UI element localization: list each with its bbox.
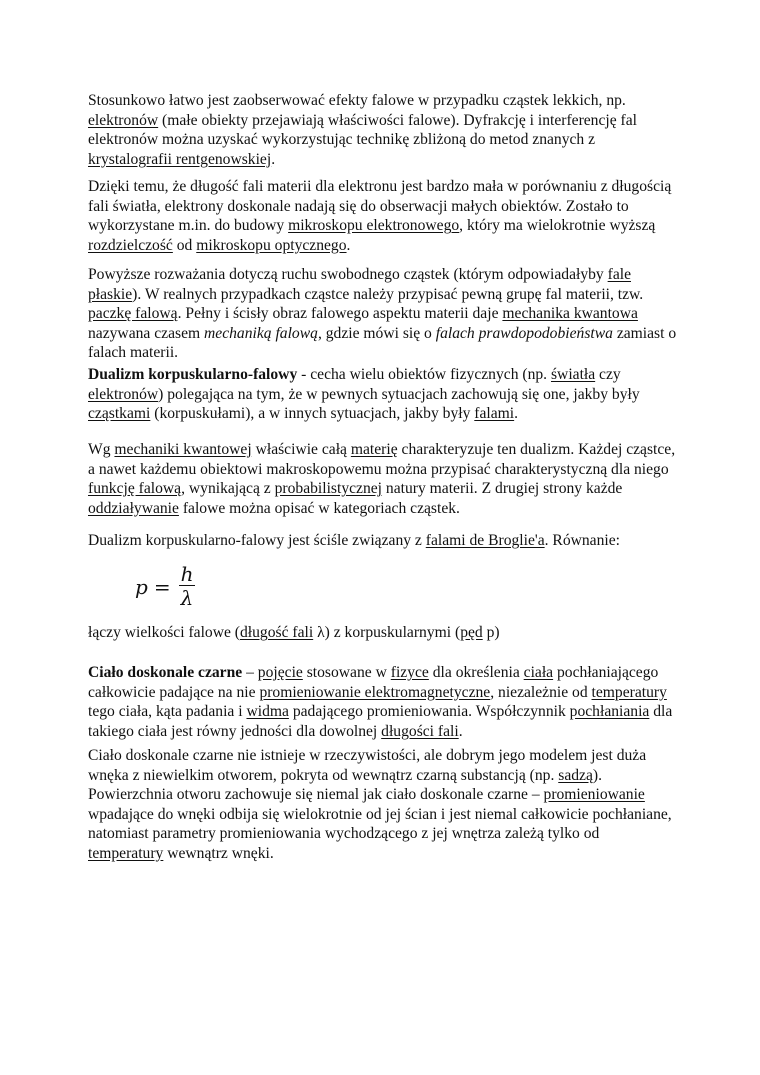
text-segment: . xyxy=(514,405,519,423)
hyperlink[interactable]: pęd xyxy=(460,624,483,641)
text-segment: . xyxy=(346,236,351,254)
hyperlink[interactable]: temperatury xyxy=(591,683,667,701)
bold-term: Ciało doskonale czarne xyxy=(88,664,243,681)
text-line xyxy=(88,499,688,519)
text-line xyxy=(88,385,688,405)
hyperlink[interactable]: funkcję falową xyxy=(88,480,182,498)
text-segment: . xyxy=(271,150,276,168)
text-line xyxy=(88,766,688,786)
hyperlink[interactable]: materię xyxy=(350,441,398,458)
paragraph xyxy=(88,440,688,518)
paragraph xyxy=(88,531,688,551)
text-line xyxy=(88,844,688,864)
hyperlink[interactable]: długości fali xyxy=(381,722,459,740)
text-line xyxy=(88,824,688,844)
hyperlink[interactable]: widma xyxy=(246,703,289,721)
text-segment: Stosunkowo łatwo jest zaobserwować efekty falowe w przypadku cząstek lekkich, np. xyxy=(88,92,626,109)
text-line xyxy=(88,531,688,551)
formula-fraction xyxy=(179,563,196,610)
text-line xyxy=(88,440,688,460)
hyperlink[interactable]: płaskie xyxy=(88,285,133,303)
hyperlink[interactable]: pojęcie xyxy=(257,664,303,681)
text-segment: fali światła, elektrony doskonale nadają się do obserwacji małych obiektów. Zostało to xyxy=(88,197,629,215)
text-segment: natury materii. Z drugiej strony każde xyxy=(382,480,623,498)
text-line xyxy=(88,365,688,385)
hyperlink[interactable]: falami de Broglie'a xyxy=(425,532,545,549)
hyperlink[interactable]: probabilistycznej xyxy=(274,480,383,498)
text-segment: padającego promieniowania. Współczynnik xyxy=(288,703,570,721)
text-segment: . Pełny i ścisły obraz falowego aspektu materii daje xyxy=(177,305,503,323)
hyperlink[interactable]: temperatury xyxy=(88,844,164,862)
text-segment: łączy wielkości falowe ( xyxy=(88,624,240,641)
text-segment: Dzięki temu, że długość fali materii dla elektronu jest bardzo mała w porównaniu z długością xyxy=(88,178,672,195)
text-line xyxy=(88,150,688,170)
hyperlink[interactable]: mechanika kwantowa xyxy=(502,305,638,323)
text-segment: tego ciała, kąta padania i xyxy=(88,703,247,721)
text-segment: Powierzchnia otworu zachowuje się niemal jak ciało doskonale czarne – xyxy=(88,786,544,804)
text-line xyxy=(88,285,688,305)
text-segment: od xyxy=(172,236,197,254)
paragraph xyxy=(88,746,688,864)
paragraph xyxy=(88,623,688,643)
de-broglie-formula xyxy=(135,563,195,610)
text-line xyxy=(88,722,688,742)
bold-term: Dualizm korpuskularno-falowy xyxy=(88,366,298,383)
hyperlink[interactable]: pochłaniania xyxy=(569,703,650,721)
text-segment: Powyższe rozważania dotyczą ruchu swobodnego cząstek (którym odpowiadałyby xyxy=(88,266,608,283)
text-segment: ). W realnych przypadkach cząstce należy przypisać pewną grupę fal materii, tzw. xyxy=(132,285,644,303)
hyperlink[interactable]: fale xyxy=(607,266,631,283)
text-line xyxy=(88,91,688,111)
text-segment: wpadające do wnęki odbija się wielokrotnie od jej ścian i jest niemal całkowicie pochłaniane, xyxy=(88,805,672,823)
hyperlink[interactable]: rozdzielczość xyxy=(88,236,173,254)
text-segment: . xyxy=(458,722,463,740)
text-segment: elektronów można uzyskać wykorzystując technikę zbliżoną do metod znanych z xyxy=(88,131,596,149)
text-segment: całkowicie padające na nie xyxy=(88,683,260,701)
text-line xyxy=(88,197,688,217)
text-segment: . Równanie: xyxy=(544,532,620,549)
hyperlink[interactable]: ciała xyxy=(523,664,554,681)
text-segment: wewnątrz wnęki. xyxy=(163,844,274,862)
hyperlink[interactable]: długość fali xyxy=(239,624,314,641)
paragraph xyxy=(88,91,688,169)
formula-lhs: p xyxy=(135,574,148,599)
text-segment: takiego ciała jest równy jedności dla dowolnej xyxy=(88,722,382,740)
text-line xyxy=(88,702,688,722)
paragraph xyxy=(88,265,688,363)
formula-equals: = xyxy=(153,574,171,599)
text-line xyxy=(88,404,688,424)
text-line xyxy=(88,805,688,825)
hyperlink[interactable]: krystalografii rentgenowskiej xyxy=(88,150,272,168)
text-line xyxy=(88,324,688,344)
text-segment: a nawet każdemu obiektowi makroskopowemu można przypisać charakterystyczną dla niego xyxy=(88,460,669,478)
text-segment: (korpuskułami), a w innych sytuacjach, jakby były xyxy=(150,405,475,423)
hyperlink[interactable]: elektronów xyxy=(88,111,159,129)
text-line xyxy=(88,623,688,643)
hyperlink[interactable]: promieniowanie elektromagnetyczne xyxy=(259,683,491,701)
text-segment: zamiast o xyxy=(612,324,677,342)
text-segment: wnęka z niewielkim otworem, pokryta od wewnątrz czarną substancją (np. xyxy=(88,766,559,784)
text-line xyxy=(88,479,688,499)
text-line xyxy=(88,130,688,150)
text-segment: – xyxy=(242,664,258,681)
text-segment: dla xyxy=(649,703,673,721)
text-segment: natomiast parametry promieniowania wychodzącego z jej wnętrza zależą tylko od xyxy=(88,825,600,843)
text-segment: właściwie całą xyxy=(251,441,351,458)
text-segment: stosowane w xyxy=(302,664,391,681)
text-segment: λ) z korpuskularnymi ( xyxy=(313,624,461,641)
text-line xyxy=(88,236,688,256)
hyperlink[interactable]: fizyce xyxy=(390,664,429,681)
formula-denominator: λ xyxy=(180,586,194,610)
text-line xyxy=(88,663,688,683)
text-segment: ) polegająca na tym, że w pewnych sytuacjach zachowują się one, jakby były xyxy=(158,385,640,403)
text-segment: falach prawdopodobieństwa xyxy=(435,324,613,342)
text-segment: Wg xyxy=(88,441,115,458)
text-line xyxy=(88,460,688,480)
text-line xyxy=(88,304,688,324)
text-segment: czy xyxy=(595,366,621,383)
text-line xyxy=(88,343,688,363)
hyperlink[interactable]: mikroskopu optycznego xyxy=(196,236,347,254)
formula-numerator: h xyxy=(180,562,194,586)
text-line xyxy=(88,785,688,805)
text-segment: falowe można opisać w kategoriach cząstek. xyxy=(178,499,460,517)
text-line xyxy=(88,177,688,197)
text-segment: - cecha wielu obiektów fizycznych (np. xyxy=(297,366,551,383)
text-line xyxy=(88,216,688,236)
text-segment: charakteryzuje ten dualizm. Każdej cząstce, xyxy=(397,441,676,458)
hyperlink[interactable]: promieniowanie xyxy=(543,786,645,804)
text-segment: , gdzie mówi się o xyxy=(317,324,436,342)
hyperlink[interactable]: oddziaływanie xyxy=(88,499,179,517)
paragraph xyxy=(88,177,688,255)
text-segment: wykorzystane m.in. do budowy xyxy=(88,217,289,235)
hyperlink[interactable]: paczkę falową xyxy=(88,305,178,323)
text-segment: Ciało doskonale czarne nie istnieje w rzeczywistości, ale dobrym jego modelem jest duża xyxy=(88,747,647,764)
paragraph xyxy=(88,663,688,741)
text-line xyxy=(88,265,688,285)
text-segment: dla określenia xyxy=(428,664,524,681)
text-segment: ). xyxy=(592,766,602,784)
text-segment: , wynikającą z xyxy=(181,480,275,498)
hyperlink[interactable]: sadzą xyxy=(558,766,593,784)
text-segment: falach materii. xyxy=(88,344,179,362)
text-line xyxy=(88,683,688,703)
hyperlink[interactable]: mechaniki kwantowej xyxy=(114,441,252,458)
text-segment: (małe obiekty przejawiają właściwości falowe). Dyfrakcję i interferencję fal xyxy=(158,111,637,129)
text-segment: p) xyxy=(482,624,500,641)
hyperlink[interactable]: mikroskopu elektronowego xyxy=(288,217,460,235)
paragraph xyxy=(88,365,688,424)
hyperlink[interactable]: elektronów xyxy=(88,385,159,403)
text-segment: pochłaniającego xyxy=(553,664,659,681)
text-segment: Dualizm korpuskularno-falowy jest ściśle związany z xyxy=(88,532,426,549)
hyperlink[interactable]: falami xyxy=(474,405,515,423)
text-line xyxy=(88,111,688,131)
text-segment: mechaniką falową xyxy=(204,324,318,342)
text-segment: nazywana czasem xyxy=(88,324,205,342)
text-segment: , niezależnie od xyxy=(490,683,592,701)
text-segment: , który ma wielokrotnie wyższą xyxy=(459,217,656,235)
hyperlink[interactable]: cząstkami xyxy=(88,405,151,423)
text-line xyxy=(88,746,688,766)
hyperlink[interactable]: światła xyxy=(550,366,596,383)
